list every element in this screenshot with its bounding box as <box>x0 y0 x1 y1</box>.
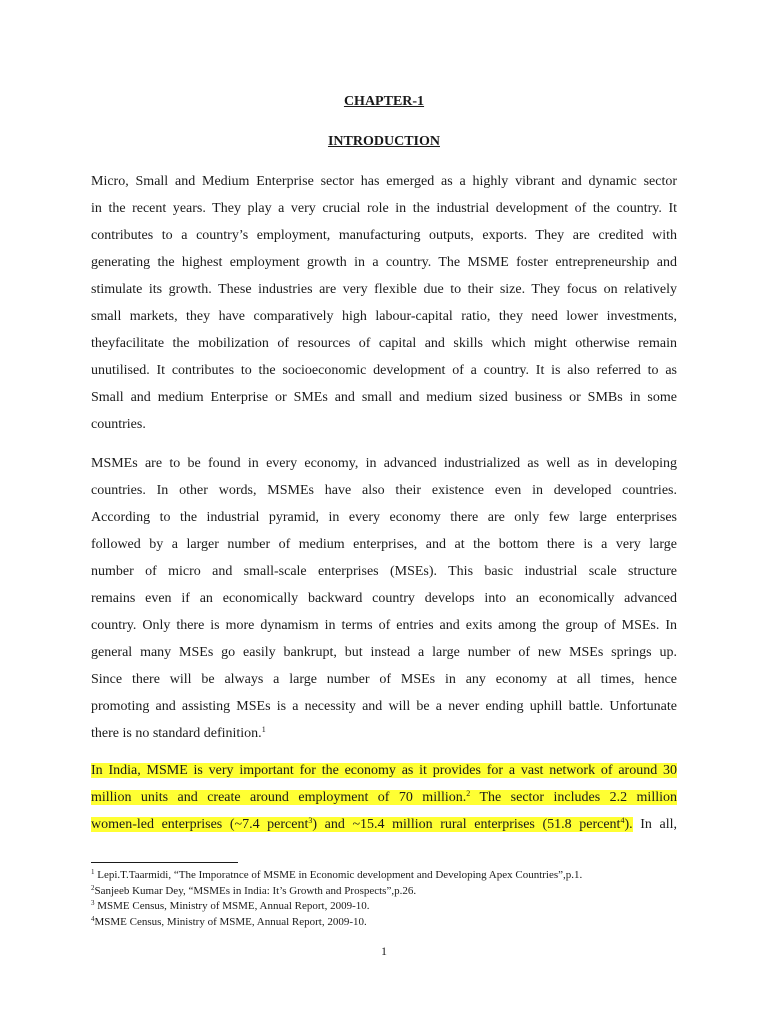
paragraph-line: Since there will be always a large number of MSEs in any economy at all times, hence <box>91 672 677 687</box>
paragraph-line: Small and medium Enterprise or SMEs and small and medium sized business or SMBs in some <box>91 390 677 405</box>
footnote-item <box>91 884 691 900</box>
highlighted-text-part: ) and ~15.4 million rural enterprises (51.8 percent <box>312 817 621 832</box>
highlighted-text <box>91 790 677 805</box>
paragraph-line: Micro, Small and Medium Enterprise sector has emerged as a highly vibrant and dynamic sector <box>91 174 677 189</box>
paragraph-line: general many MSEs go easily bankrupt, but instead a large number of new MSEs springs up. <box>91 645 677 660</box>
highlighted-text-part: women-led enterprises (~7.4 percent <box>91 817 309 832</box>
footnote-text: Sanjeeb Kumar Dey, “MSMEs in India: It’s Growth and Prospects”,p.26. <box>94 884 417 897</box>
paragraph-line-text: In all, <box>632 817 677 832</box>
footnote-ref: 4 <box>620 816 625 825</box>
highlighted-text <box>91 817 633 832</box>
footnote-text: MSME Census, Ministry of MSME, Annual Report, 2009-10. <box>94 900 370 912</box>
paragraph-line <box>91 784 677 811</box>
paragraph-line-text: there is no standard definition. <box>91 726 262 741</box>
footnote-number: 2 <box>91 883 95 892</box>
paragraph-line: promoting and assisting MSEs is a necessity and will be a never ending uphill battle. Unfortunate <box>91 699 677 714</box>
footnote-text: Lepi.T.Taarmidi, “The Imporatnce of MSME in Economic development and Developing Apex Countries”,p.1. <box>94 869 583 881</box>
footnote-ref: 1 <box>261 725 266 734</box>
chapter-label: CHAPTER-1 <box>343 94 425 109</box>
paragraph-line <box>91 811 677 838</box>
paragraph-line: in the recent years. They play a very crucial role in the industrial development of the country. It <box>91 201 677 216</box>
paragraph-1 <box>91 168 677 438</box>
footnote-item <box>91 899 691 915</box>
paragraph-2 <box>91 450 677 747</box>
paragraph-line <box>91 720 677 747</box>
footnote-number: 3 <box>91 899 95 907</box>
footnotes <box>91 868 691 930</box>
footnote-separator <box>91 862 238 863</box>
section-title: INTRODUCTION <box>327 134 440 149</box>
footnote-ref: 2 <box>466 789 471 798</box>
highlighted-text-part: ). <box>624 817 633 832</box>
footnote-ref: 3 <box>308 816 313 825</box>
page-number: 1 <box>381 944 387 958</box>
footnote-text: MSME Census, Ministry of MSME, Annual Report, 2009-10. <box>94 915 367 928</box>
footnote-number: 4 <box>91 914 95 923</box>
paragraph-line: According to the industrial pyramid, in every economy there are only few large enterprises <box>91 510 677 525</box>
highlighted-text-part: million units and create around employment of 70 million. <box>91 790 467 805</box>
paragraph-line: unutilised. It contributes to the socioeconomic development of a country. It is also referred to as <box>91 363 677 378</box>
paragraph-line: stimulate its growth. These industries are very flexible due to their size. They focus on relatively <box>91 282 677 297</box>
paragraph-line: countries. <box>91 417 146 432</box>
paragraph-line: countries. In other words, MSMEs have also their existence even in developed countries. <box>91 483 677 498</box>
footnote-item <box>91 915 691 931</box>
paragraph-3 <box>91 757 677 838</box>
paragraph-line: followed by a larger number of medium enterprises, and at the bottom there is a very large <box>91 537 677 552</box>
paragraph-line: theyfacilitate the mobilization of resources of capital and skills which might otherwise remain <box>91 336 677 351</box>
paragraph-line: remains even if an economically backward country develops into an economically advanced <box>91 591 677 606</box>
footnote-item <box>91 868 691 884</box>
paragraph-line: number of micro and small-scale enterprises (MSEs). This basic industrial scale structure <box>91 564 677 579</box>
footnote-number: 1 <box>91 868 95 876</box>
paragraph-line: generating the highest employment growth in a country. The MSME foster entrepreneurship and <box>91 255 677 270</box>
paragraph-line: small markets, they have comparatively high labour-capital ratio, they need lower investments, <box>91 309 677 324</box>
paragraph-line: country. Only there is more dynamism in terms of entries and exits among the group of MSEs. In <box>91 618 677 633</box>
paragraph-line: contributes to a country’s employment, manufacturing outputs, exports. They are credited with <box>91 228 677 243</box>
highlighted-text-part: The sector includes 2.2 million <box>470 790 677 805</box>
paragraph-line <box>91 757 677 784</box>
highlighted-text: In India, MSME is very important for the economy as it provides for a vast network of around 30 <box>91 763 677 778</box>
paragraph-line: MSMEs are to be found in every economy, in advanced industrialized as well as in developing <box>91 456 677 471</box>
